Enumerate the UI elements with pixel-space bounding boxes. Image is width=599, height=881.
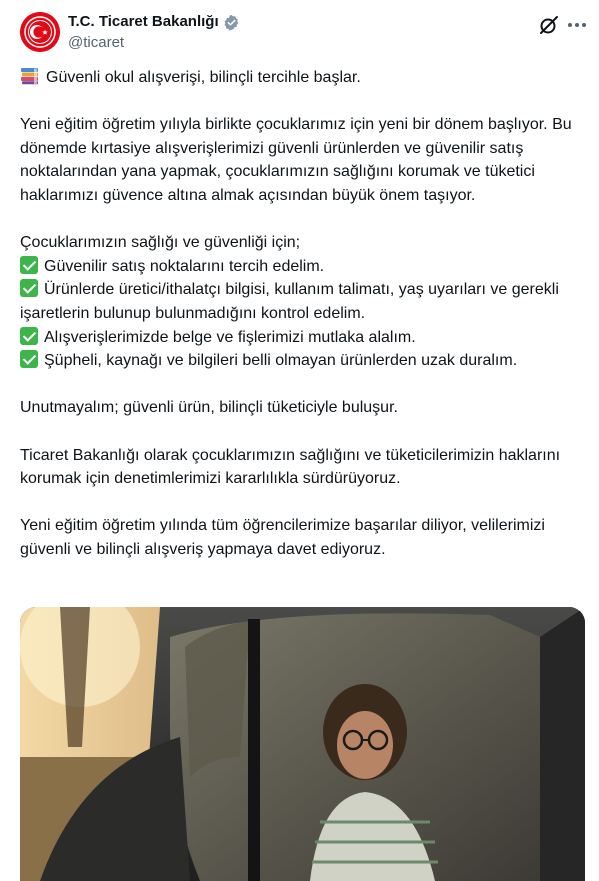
list-intro: Çocuklarımızın sağlığı ve güvenliği için; — [20, 234, 301, 252]
tweet-header — [0, 0, 599, 62]
verified-badge-icon — [223, 14, 240, 31]
books-emoji-icon — [20, 67, 40, 85]
avatar[interactable] — [20, 12, 60, 52]
account-handle[interactable]: @ticaret — [68, 34, 125, 51]
checklist-text: Şüpheli, kaynağı ve bilgileri belli olmayan ürünlerden uzak duralım. — [44, 352, 518, 370]
headline-text: Güvenli okul alışverişi, bilinçli tercihle başlar. — [46, 69, 361, 86]
checklist-text: Güvenilir satış noktalarını tercih edelim. — [44, 257, 325, 275]
checklist-item — [20, 349, 580, 373]
checklist-item — [20, 326, 580, 350]
intro-paragraph: Yeni eğitim öğretim yılıyla birlikte çocuklarımız için yeni bir dönem başlıyor. Bu dönemde kırtasiye alışverişlerimizi güvenli ürünlerden ve güvenilir satış noktalarından yana yapmak, çocuklarımızın sağlığını korumak ve tüketici haklarımızı güvence altına almak açısından büyük önem taşıyor. — [20, 116, 572, 204]
grok-icon[interactable] — [537, 13, 561, 37]
checklist-item — [20, 278, 580, 325]
checklist-item — [20, 255, 580, 279]
display-name[interactable]: T.C. Ticaret Bakanlığı — [68, 13, 219, 30]
check-mark-icon — [20, 279, 38, 297]
ministry-note-paragraph: Ticaret Bakanlığı olarak çocuklarımızın sağlığını ve tüketicilerimizin haklarını korumak için denetimlerimizi kararlılıkla sürdürüyoruz. — [20, 446, 561, 488]
headline-line — [20, 66, 580, 90]
child-in-car-image — [20, 607, 585, 881]
tweet-photo[interactable] — [20, 607, 585, 881]
reminder-paragraph: Unutmayalım; güvenli ürün, bilinçli tüketiciyle buluşur. — [20, 399, 398, 417]
checklist-text: Ürünlerde üretici/ithalatçı bilgisi, kullanım talimatı, yaş uyarıları ve gerekli işaretlerin bulunup bulunmadığını kontrol edelim. — [20, 281, 559, 322]
name-row — [68, 12, 240, 32]
closing-paragraph: Yeni eğitim öğretim yılında tüm öğrencilerimize başarılar diliyor, velilerimizi güvenli ve bilinçli alışveriş yapmaya davet ediyoruz. — [20, 517, 545, 558]
checklist-text: Alışverişlerimizde belge ve fişlerimizi mutlaka alalım. — [44, 328, 416, 346]
check-mark-icon — [20, 350, 38, 368]
more-options-icon[interactable] — [565, 13, 589, 37]
check-mark-icon — [20, 256, 38, 274]
check-mark-icon — [20, 327, 38, 345]
ministry-logo-icon — [20, 12, 60, 52]
tweet-body — [20, 66, 580, 561]
